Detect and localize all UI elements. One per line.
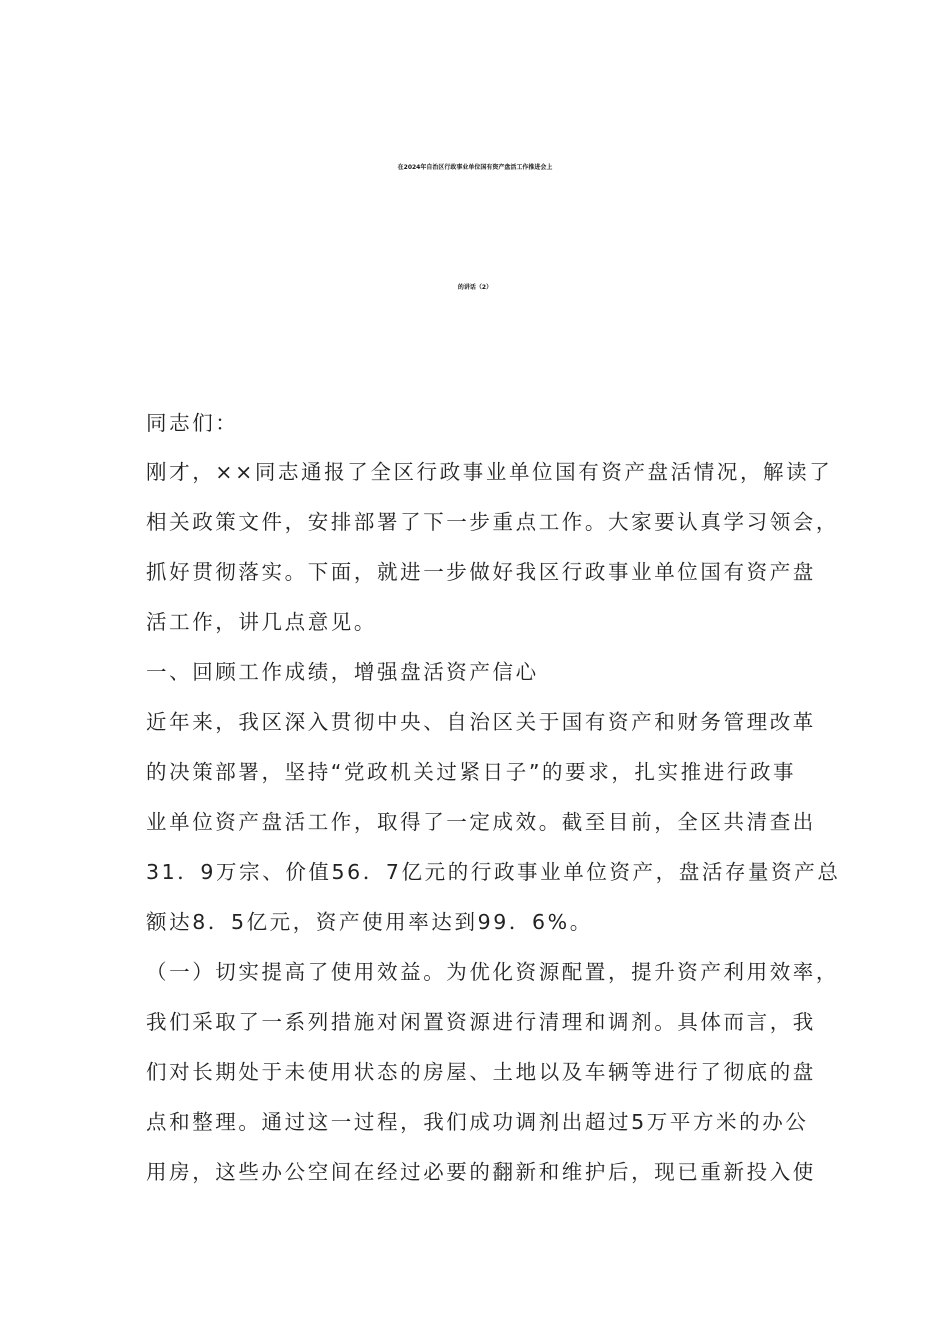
paragraph-line: 们对长期处于未使用状态的房屋、土地以及车辆等进行了彻底的盘: [146, 1060, 816, 1084]
paragraph-line: 刚才，××同志通报了全区行政事业单位国有资产盘活情况，解读了: [146, 460, 833, 484]
paragraph-line: 的决策部署，坚持“党政机关过紧日子”的要求，扎实推进行政事: [146, 760, 797, 784]
paragraph-line: 31．9万宗、价值56．7亿元的行政事业单位资产，盘活存量资产总: [146, 860, 841, 884]
paragraph-line: 额达8．5亿元，资产使用率达到99．6%。: [146, 910, 593, 934]
paragraph-line: 我们采取了一系列措施对闲置资源进行清理和调剂。具体而言，我: [146, 1010, 816, 1034]
document-title-line-2: 的讲话（2）: [457, 284, 493, 291]
paragraph-line: 抓好贯彻落实。下面，就进一步做好我区行政事业单位国有资产盘: [146, 560, 816, 584]
salutation: 同志们：: [146, 411, 239, 435]
paragraph-line: 用房，这些办公空间在经过必要的翻新和维护后，现已重新投入使: [146, 1160, 816, 1184]
paragraph-line: 相关政策文件，安排部署了下一步重点工作。大家要认真学习领会，: [146, 510, 839, 534]
section-heading: 一、回顾工作成绩，增强盘活资产信心: [146, 660, 539, 684]
paragraph-line: 近年来，我区深入贯彻中央、自治区关于国有资产和财务管理改革: [146, 710, 816, 734]
paragraph-line: 活工作，讲几点意见。: [146, 610, 377, 634]
subsection-line: （一）切实提高了使用效益。为优化资源配置，提升资产利用效率，: [146, 960, 839, 984]
paragraph-line: 点和整理。通过这一过程，我们成功调剂出超过5万平方米的办公: [146, 1110, 809, 1134]
paragraph-line: 业单位资产盘活工作，取得了一定成效。截至目前，全区共清查出: [146, 810, 816, 834]
document-title-line-1: 在2024年自治区行政事业单位国有资产盘活工作推进会上: [397, 164, 553, 171]
